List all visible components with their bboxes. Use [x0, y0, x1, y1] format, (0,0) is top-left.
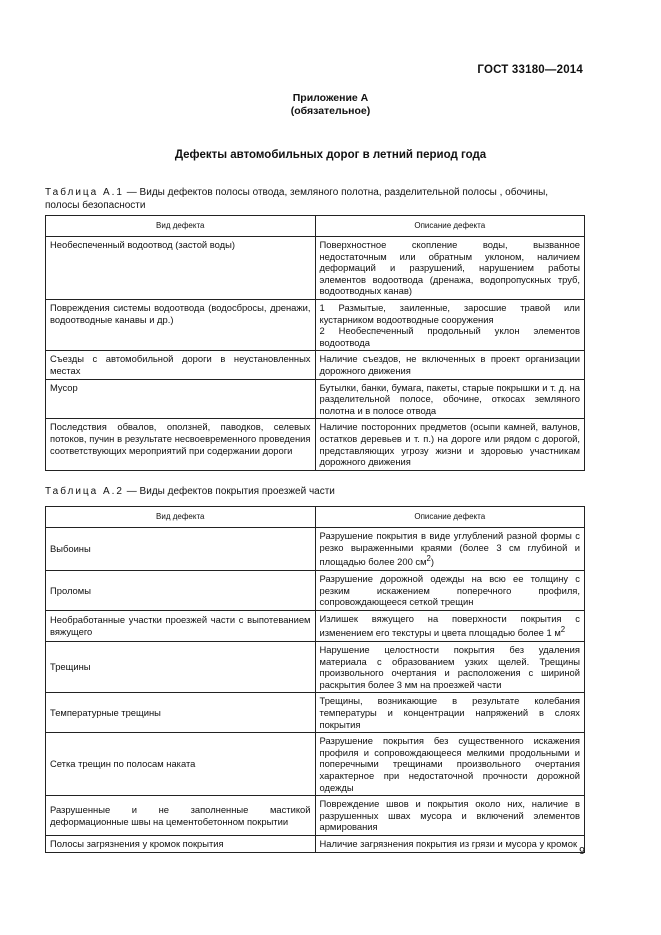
table2-caption-text: — Виды дефектов покрытия проезжей части: [124, 486, 335, 497]
appendix-title: Приложение А: [292, 92, 369, 104]
defect-description: Наличие загрязнения покрытия из грязи и мусора у кромок: [315, 835, 585, 852]
defect-kind: Съезды с автомобильной дороги в неустановленных местах: [46, 351, 316, 379]
description-text: Излишек вяжущего на поверхности покрытия с изменением его текстуры и цвета площадью более 1 м: [319, 612, 580, 639]
defect-kind: Сетка трещин по полосам наката: [46, 733, 316, 796]
defect-description: Наличие посторонних предметов (осыпи камней, валунов, остатков деревьев и т. п.) на дороге или рядом с дорогой, представляющих угрозу жизни и здоровью участникам дорожного движения: [315, 419, 585, 470]
column-header-kind: Вид дефекта: [46, 216, 316, 237]
table-row: [46, 379, 585, 419]
document-title: Дефекты автомобильных дорог в летний период года: [174, 149, 487, 161]
defect-kind: Повреждения системы водоотвода (водосбросы, дренажи, водоотводные канавы и др.): [46, 299, 316, 350]
defect-kind: Необработанные участки проезжей части с выпотеванием вяжущего: [46, 610, 316, 641]
defect-description: [315, 610, 585, 641]
table1-caption-text: — Виды дефектов полосы отвода, земляного полотна, разделительной полосы , обочины, полосы безопасности: [45, 187, 549, 211]
column-header-kind: Вид дефекта: [46, 507, 316, 528]
defects-table-a2: [45, 506, 585, 853]
appendix-note: (обязательное): [290, 105, 371, 117]
table-row: [46, 796, 585, 836]
description-tail: ): [430, 556, 435, 568]
description-text: Разрушение покрытия в виде углублений разной формы с резко выраженными краями (более 3 см глубиной и площадью более 200 см: [319, 530, 580, 568]
table-row: [46, 642, 585, 693]
defect-description-item: 1 Размытые, заиленные, заросшие травой или кустарником водоотводные сооружения: [319, 301, 580, 325]
defect-description: Разрушение дорожной одежды на всю ее толщину с резким искажением поперечного профиля, сопровождающееся сеткой трещин: [315, 570, 585, 610]
table-row: [46, 419, 585, 470]
defect-kind: Разрушенные и не заполненные мастикой деформационные швы на цементобетонном покрытии: [46, 796, 316, 836]
defect-description: Трещины, возникающие в результате колебания температуры и концентрации напряжений в слоях покрытия: [315, 693, 585, 733]
superscript: 2: [560, 625, 566, 635]
defect-kind: Проломы: [46, 570, 316, 610]
defect-description: Бутылки, банки, бумага, пакеты, старые покрышки и т. д. на разделительной полосе, обочине, откосах земляного полотна и в полосе отвода: [315, 379, 585, 419]
table-row: [46, 693, 585, 733]
table2-caption-prefix: Таблица А.2: [45, 486, 124, 497]
table-header-row: [46, 216, 585, 237]
defects-table-a1: [45, 215, 585, 471]
defect-kind: Выбоины: [46, 528, 316, 571]
table-header-row: [46, 507, 585, 528]
defect-description: [315, 299, 585, 350]
table1-caption: [45, 186, 585, 212]
defect-description: Разрушение покрытия без существенного искажения профиля и сопровождающееся мелкими продольными и поперечными трещинами произвольного очертания характерное при недостаточной прочности дорожной одежды: [315, 733, 585, 796]
table-row: [46, 351, 585, 379]
table2-caption: [45, 485, 585, 498]
table-row: [46, 299, 585, 350]
defect-kind: Необеспеченный водоотвод (застой воды): [46, 237, 316, 300]
defect-description: [315, 528, 585, 571]
table-row: [46, 237, 585, 300]
table-row: [46, 570, 585, 610]
defect-kind: Последствия обвалов, оползней, паводков, селевых потоков, пучин в результате несвоевременного проведения соответствующих мероприятий при содержании дороги: [46, 419, 316, 470]
table1-caption-prefix: Таблица А.1: [45, 187, 124, 198]
column-header-description: Описание дефекта: [315, 507, 585, 528]
standard-number: ГОСТ 33180—2014: [477, 64, 583, 76]
table-row: [46, 528, 585, 571]
table-row: [46, 610, 585, 641]
defect-kind: Температурные трещины: [46, 693, 316, 733]
table-row: [46, 835, 585, 852]
defect-description: Нарушение целостности покрытия без удаления материала с образованием узких щелей. Трещины произвольного очертания и расположения с шириной раскрытия более 3 мм на проезжей части: [315, 642, 585, 693]
superscript: 2: [426, 554, 431, 564]
table-row: [46, 733, 585, 796]
defect-description: Поверхностное скопление воды, вызванное недостаточным или обратным уклоном, наличием деформаций и разрушений, нарушением работы элементов водоотвода (дренажа, водопропускных труб, водоотводных канав): [315, 237, 585, 300]
defect-kind: Трещины: [46, 642, 316, 693]
defect-kind: Полосы загрязнения у кромок покрытия: [46, 835, 316, 852]
column-header-description: Описание дефекта: [315, 216, 585, 237]
defect-description: Наличие съездов, не включенных в проект организации дорожного движения: [315, 351, 585, 379]
defect-description: Повреждение швов и покрытия около них, наличие в разрушенных швах мусора и включений элементов армирования: [315, 796, 585, 836]
defect-kind: Мусор: [46, 379, 316, 419]
defect-description-item: 2 Необеспеченный продольный уклон элементов водоотвода: [319, 325, 580, 348]
page-number: 9: [579, 845, 585, 857]
